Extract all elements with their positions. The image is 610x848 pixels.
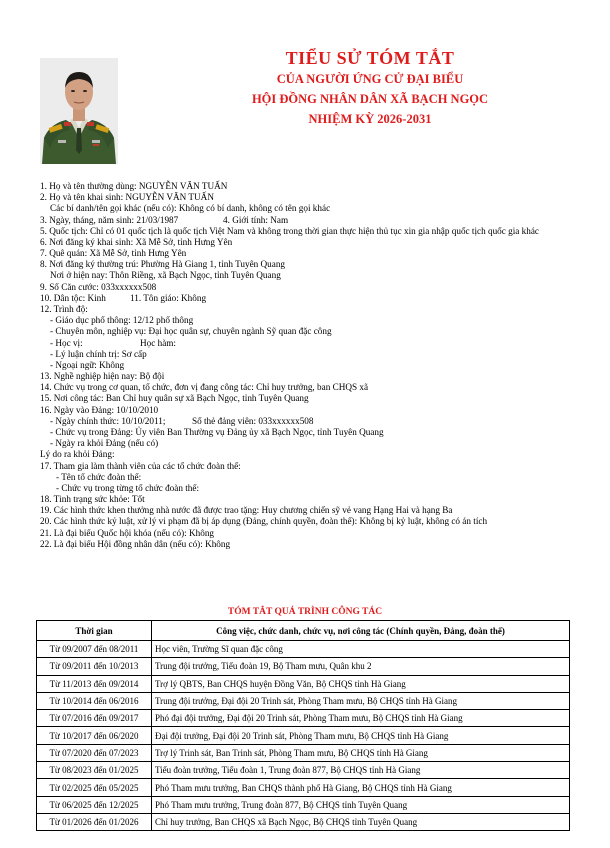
field-line <box>40 472 141 483</box>
field-text: Lý do ra khỏi Đảng: <box>40 449 115 460</box>
description-cell: Đại đội trưởng, Đại đội 20 Trinh sát, Phòng Tham mưu, Bộ CHQS tỉnh Hà Giang <box>152 727 570 744</box>
field-line <box>40 292 207 304</box>
field-text: 10. Dân tộc: Kinh <box>40 292 106 303</box>
field-text: Các bí danh/tên gọi khác (nếu có): Không có bí danh, không có tên gọi khác <box>50 203 331 214</box>
field-line <box>40 371 164 382</box>
field-line <box>40 360 124 371</box>
field-text-secondary: Số thẻ đảng viên: 033xxxxxx508 <box>192 415 314 426</box>
field-text: 14. Chức vụ trong cơ quan, tổ chức, đơn vị đang công tác: Chỉ huy trưởng, ban CHQS xã <box>40 382 369 393</box>
document-title: TIỂU SỬ TÓM TẮT <box>285 48 455 68</box>
field-text: - Ngày ra khỏi Đảng (nếu có) <box>50 438 159 449</box>
field-text: 12. Trình độ: <box>40 303 88 314</box>
field-text: Nơi ở hiện nay: Thôn Riềng, xã Bạch Ngọc, tỉnh Tuyên Quang <box>50 270 281 281</box>
period-cell: Từ 11/2013 đến 09/2014 <box>37 675 152 692</box>
document-subtitle: CỦA NGƯỜI ỨNG CỬ ĐẠI BIỂU <box>276 72 464 86</box>
field-text: 17. Tham gia làm thành viên của các tổ chức đoàn thể: <box>40 460 241 471</box>
council-name: HỘI ĐỒNG NHÂN DÂN XÃ BẠCH NGỌC <box>251 92 489 106</box>
field-line <box>40 382 368 393</box>
description-cell: Chỉ huy trưởng, Ban CHQS xã Bạch Ngọc, Bộ CHQS tỉnh Tuyên Quang <box>152 813 570 830</box>
field-line <box>40 282 156 293</box>
field-text: - Ngoại ngữ: Không <box>50 359 125 370</box>
field-line <box>40 415 314 427</box>
field-line <box>40 393 309 404</box>
table-row <box>37 813 570 830</box>
field-line <box>40 539 230 550</box>
field-text: 18. Tình trạng sức khỏe: Tốt <box>40 494 145 505</box>
field-text: - Chức vụ trong Đảng: Ủy viên Ban Thường vụ Đảng ủy xã Bạch Ngọc, tỉnh Tuyên Quang <box>50 426 384 437</box>
table-row <box>37 641 570 658</box>
field-text: 9. Số Căn cước: 033xxxxxx508 <box>40 281 157 292</box>
table-header-row <box>37 621 570 641</box>
field-line <box>40 483 199 494</box>
description-cell: Trợ lý Trinh sát, Ban Trinh sát, Phòng Tham mưu, Bộ CHQS tỉnh Hà Giang <box>152 744 570 761</box>
field-text: 20. Các hình thức kỷ luật, xử lý vi phạm đã bị áp dụng (Đảng, chính quyền, đoàn thể): Không bị kỷ luật, không có án tích <box>40 516 488 527</box>
field-line <box>40 326 332 337</box>
field-text: 7. Quê quán: Xã Mễ Sở, tỉnh Hưng Yên <box>40 248 187 259</box>
field-line <box>40 405 158 416</box>
field-line <box>40 203 330 214</box>
field-text: - Tên tổ chức đoàn thể: <box>56 471 142 482</box>
term-label: NHIỆM KỲ 2026-2031 <box>308 112 432 126</box>
col-time-header: Thời gian <box>37 621 152 641</box>
field-line <box>40 438 158 449</box>
table-row <box>37 658 570 675</box>
field-text: - Chức vụ trong từng tổ chức đoàn thể: <box>56 482 200 493</box>
description-cell: Trung đội trưởng, Đại đội 20 Trinh sát, Phòng Tham mưu, Bộ CHQS tỉnh Hà Giang <box>152 692 570 709</box>
col-desc-header: Công việc, chức danh, chức vụ, nơi công tác (Chính quyền, Đảng, đoàn thể) <box>152 621 570 641</box>
field-text: 1. Họ và tên thường dùng: NGUYỄN VĂN TUẤN <box>40 181 228 191</box>
field-text-secondary: Học hàm: <box>140 337 176 348</box>
field-line <box>40 528 214 539</box>
field-text: - Chuyên môn, nghiệp vụ: Đại học quân sự, chuyên ngành Sỹ quan đặc công <box>50 326 332 337</box>
field-text-secondary: 11. Tôn giáo: Không <box>130 292 207 303</box>
table-row <box>37 779 570 796</box>
table-row <box>37 727 570 744</box>
field-line <box>40 449 115 460</box>
description-cell: Tiểu đoàn trưởng, Tiểu đoàn 1, Trung đoàn 877, Bộ CHQS tỉnh Hà Giang <box>152 762 570 779</box>
field-text: 13. Nghề nghiệp hiện nay: Bộ đội <box>40 371 165 382</box>
field-text: - Học vị: <box>50 337 83 348</box>
field-line <box>40 349 147 360</box>
table-row <box>37 710 570 727</box>
description-cell: Phó Tham mưu trưởng, Ban CHQS thành phố Hà Giang, Bộ CHQS tỉnh Hà Giang <box>152 779 570 796</box>
field-line <box>40 270 281 281</box>
field-text: 22. Là đại biểu Hội đồng nhân dân (nếu có): Không <box>40 538 231 549</box>
description-cell: Phó Tham mưu trưởng, Trung đoàn 877, Bộ CHQS tỉnh Tuyên Quang <box>152 796 570 813</box>
field-line <box>40 248 186 259</box>
field-line <box>40 494 145 505</box>
description-cell: Học viên, Trường Sĩ quan đặc công <box>152 641 570 658</box>
field-line <box>40 304 88 315</box>
field-text: 8. Nơi đăng ký thường trú: Phường Hà Giang 1, tỉnh Tuyên Quang <box>40 259 286 270</box>
description-cell: Phó đại đội trưởng, Đại đội 20 Trinh sát, Phòng Tham mưu, Bộ CHQS tỉnh Hà Giang <box>152 710 570 727</box>
work-history-table <box>36 620 570 831</box>
period-cell: Từ 09/2007 đến 08/2011 <box>37 641 152 658</box>
field-line <box>40 505 453 516</box>
field-line <box>40 181 227 192</box>
field-text: 5. Quốc tịch: Chỉ có 01 quốc tịch là quốc tịch Việt Nam và không trong thời gian thực hiện thủ tục xin gia nhập quốc tịch quốc gia khác <box>40 225 540 236</box>
table-row <box>37 744 570 761</box>
table-row <box>37 796 570 813</box>
field-text: 15. Nơi công tác: Ban Chỉ huy quân sự xã Bạch Ngọc, tỉnh Tuyên Quang <box>40 393 309 404</box>
candidate-portrait <box>40 58 118 164</box>
field-line <box>40 226 539 237</box>
period-cell: Từ 02/2025 đến 05/2025 <box>37 779 152 796</box>
table-row <box>37 692 570 709</box>
field-line <box>40 214 289 226</box>
field-line <box>40 192 214 203</box>
field-line <box>40 237 232 248</box>
description-cell: Trợ lý QBTS, Ban CHQS huyện Đồng Văn, Bộ CHQS tỉnh Hà Giang <box>152 675 570 692</box>
field-line <box>40 461 241 472</box>
period-cell: Từ 06/2025 đến 12/2025 <box>37 796 152 813</box>
field-text: 19. Các hình thức khen thưởng nhà nước đã được trao tặng: Huy chương chiến sỹ vẻ vang Hạng Hai và hạng Ba <box>40 505 453 516</box>
description-cell: Trung đội trưởng, Tiểu đoàn 19, Bộ Tham mưu, Quân khu 2 <box>152 658 570 675</box>
table-row <box>37 675 570 692</box>
period-cell: Từ 08/2023 đến 01/2025 <box>37 762 152 779</box>
field-line <box>40 259 285 270</box>
period-cell: Từ 07/2016 đến 09/2017 <box>37 710 152 727</box>
field-text: - Lý luận chính trị: Sơ cấp <box>50 348 147 359</box>
field-text: 16. Ngày vào Đảng: 10/10/2010 <box>40 404 159 415</box>
field-text: - Ngày chính thức: 10/10/2011; <box>50 415 166 426</box>
field-text: 21. Là đại biểu Quốc hội khóa (nếu có): Không <box>40 527 215 538</box>
field-text: 6. Nơi đăng ký khai sinh: Xã Mễ Sở, tỉnh Hưng Yên <box>40 236 233 247</box>
table-row <box>37 762 570 779</box>
work-history-title: TÓM TẮT QUÁ TRÌNH CÔNG TÁC <box>227 607 383 617</box>
field-line <box>40 427 384 438</box>
period-cell: Từ 10/2017 đến 06/2020 <box>37 727 152 744</box>
portrait-image <box>40 58 118 164</box>
period-cell: Từ 07/2020 đến 07/2023 <box>37 744 152 761</box>
field-text-secondary: 4. Giới tính: Nam <box>223 214 289 225</box>
period-cell: Từ 09/2011 đến 10/2013 <box>37 658 152 675</box>
field-text: 3. Ngày, tháng, năm sinh: 21/03/1987 <box>40 214 179 225</box>
field-line <box>40 337 176 349</box>
period-cell: Từ 10/2014 đến 06/2016 <box>37 692 152 709</box>
field-line <box>40 315 193 326</box>
field-text: - Giáo dục phổ thông: 12/12 phổ thông <box>50 315 194 326</box>
period-cell: Từ 01/2026 đến 01/2026 <box>37 813 152 830</box>
field-text: 2. Họ và tên khai sinh: NGUYỄN VĂN TUẤN <box>40 192 214 203</box>
field-line <box>40 516 487 527</box>
